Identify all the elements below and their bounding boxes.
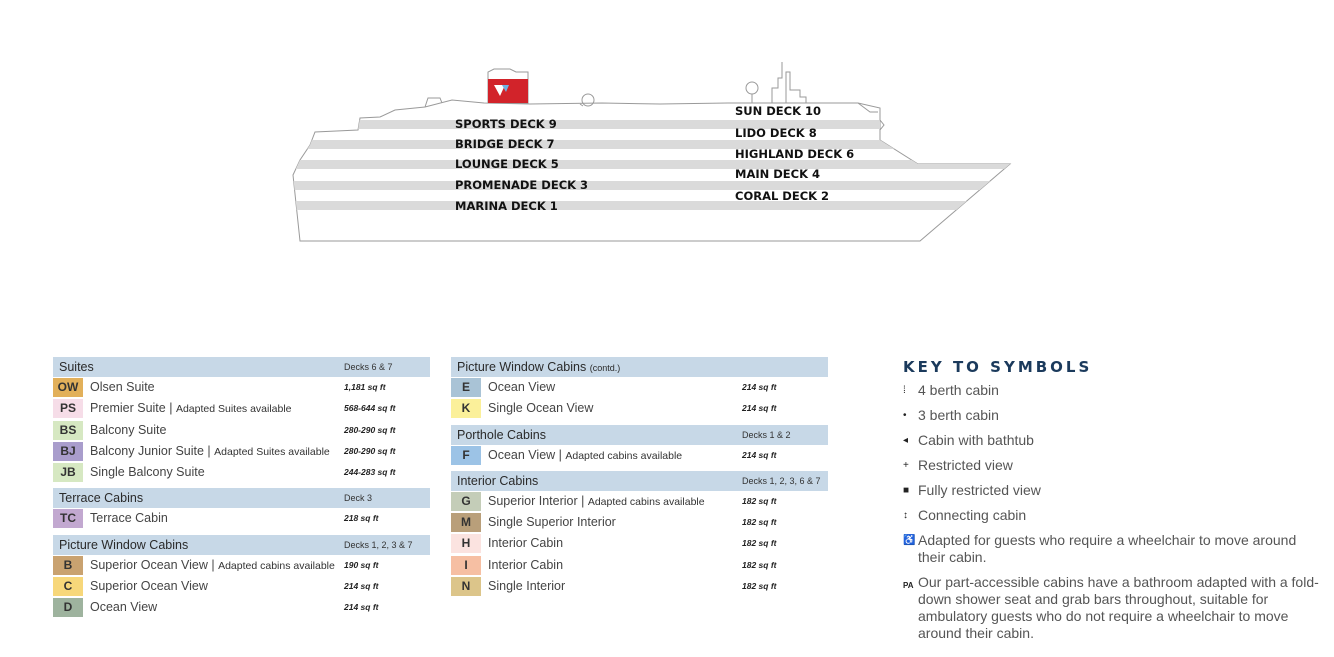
- cabin-type-label: Olsen Suite: [90, 380, 155, 394]
- cabin-type-label: Superior Ocean View: [90, 579, 208, 594]
- cabin-name: [488, 401, 593, 415]
- cabin-code-badge: G: [451, 492, 481, 511]
- three-berth-icon: •: [903, 410, 907, 421]
- key-item: [903, 574, 1323, 642]
- deck-label: PROMENADE DECK 3: [455, 178, 589, 192]
- key-item-text: Fully restricted view: [918, 482, 1041, 498]
- cabin-name: Superior Ocean View | Adapted cabins available: [90, 557, 335, 572]
- cabin-size: 280-290 sq ft: [344, 445, 396, 456]
- cabin-name: [90, 465, 205, 479]
- cabin-type-label: Ocean View: [488, 380, 556, 394]
- key-item-text: Cabin with bathtub: [918, 432, 1034, 448]
- section-decks: Decks 1 & 2: [742, 429, 791, 440]
- ship-profile-diagram: [0, 0, 1334, 260]
- cabin-row: [451, 533, 828, 554]
- cabin-size: 214 sq ft: [742, 449, 777, 460]
- cabin-type-label: Interior Cabin: [488, 557, 564, 572]
- cabin-row: [53, 377, 430, 398]
- cabin-row: [53, 576, 430, 597]
- cabin-row: [53, 420, 430, 441]
- cabin-row: [451, 377, 828, 398]
- fully-restricted-icon: ■: [903, 485, 910, 496]
- key-item: [903, 432, 1323, 449]
- section-title: Porthole Cabins: [457, 427, 546, 442]
- key-item-text: 4 berth cabin: [918, 382, 999, 398]
- cabin-type-label: Single Superior Interior: [488, 515, 616, 530]
- cabin-code-badge: I: [451, 556, 481, 575]
- cabin-code-badge: BJ: [53, 442, 83, 461]
- cabin-name: [90, 423, 166, 437]
- cabin-name: Balcony Junior Suite | Adapted Suites available: [90, 443, 330, 458]
- cabin-table-right: [451, 357, 828, 597]
- cabin-name: [90, 380, 155, 394]
- cabin-row: [53, 398, 430, 419]
- section-title: Terrace Cabins: [59, 491, 144, 506]
- rows-picture-window-contd: [451, 377, 828, 420]
- key-item-text: Adapted for guests who require a wheelchair to move around their cabin.: [918, 532, 1297, 565]
- connecting-cabin-icon: ↕: [903, 510, 908, 521]
- key-title: KEY TO SYMBOLS: [903, 358, 1093, 376]
- cabin-row: [53, 462, 430, 483]
- cabin-code-badge: K: [451, 399, 481, 418]
- section-decks: Decks 1, 2, 3, 6 & 7: [742, 475, 821, 486]
- cabin-table-left: [53, 357, 430, 619]
- cabin-note: Adapted Suites available: [214, 445, 330, 458]
- section-header-suites: [53, 357, 430, 377]
- deck-label: SUN DECK 10: [735, 104, 822, 118]
- cabin-size: 182 sq ft: [742, 538, 777, 549]
- cabin-row: [53, 597, 430, 618]
- cabin-name: [488, 515, 616, 529]
- key-item-text: Connecting cabin: [918, 507, 1027, 523]
- deck-label: MARINA DECK 1: [455, 199, 558, 213]
- section-header-porthole: [451, 425, 828, 445]
- cabin-code-badge: F: [451, 446, 481, 465]
- cabin-type-label: Single Ocean View: [488, 401, 594, 416]
- cabin-row: [451, 512, 828, 533]
- cabin-size: 182 sq ft: [742, 559, 777, 570]
- cabin-row: [451, 555, 828, 576]
- cabin-size: 214 sq ft: [742, 382, 777, 392]
- cabin-name: [488, 536, 563, 550]
- cabin-note: Adapted cabins available: [587, 495, 705, 508]
- cabin-row: [53, 555, 430, 576]
- cabin-code-badge: TC: [53, 509, 83, 528]
- wheelchair-icon: ♿: [903, 535, 916, 546]
- cabin-type-label: Balcony Junior Suite: [90, 443, 204, 458]
- section-decks: Decks 1, 2, 3 & 7: [344, 539, 413, 550]
- key-to-symbols: [903, 358, 1323, 650]
- deck-label: LIDO DECK 8: [735, 126, 817, 140]
- cabin-name: [488, 579, 565, 593]
- rows-porthole: [451, 445, 828, 466]
- cabin-name: [90, 579, 208, 593]
- cabin-type-label: Superior Ocean View: [90, 557, 208, 572]
- cabin-row: [451, 398, 828, 419]
- funnel: [488, 69, 528, 103]
- rows-picture-window: [53, 555, 430, 619]
- cabin-code-badge: D: [53, 598, 83, 617]
- cabin-name: [488, 380, 555, 394]
- key-item: [903, 382, 1323, 399]
- section-header-picture-window-contd: [451, 357, 828, 377]
- cabin-type-label: Superior Interior: [488, 493, 578, 508]
- section-header-terrace: [53, 488, 430, 508]
- restricted-view-icon: +: [903, 460, 909, 471]
- four-berth-icon: ⁞: [903, 385, 906, 396]
- cabin-row: [53, 441, 430, 462]
- cabin-size: 182 sq ft: [742, 581, 777, 592]
- cabin-size: 214 sq ft: [344, 581, 379, 592]
- cabin-type-label: Single Interior: [488, 579, 566, 594]
- cabin-code-badge: BS: [53, 421, 83, 440]
- key-item-text: Our part-accessible cabins have a bathroom adapted with a fold-down shower seat and grab bars throughout, suitable for ambulatory guests who do not require a wheelchair to move around their cabin.: [918, 574, 1319, 641]
- deck-label: CORAL DECK 2: [735, 189, 830, 203]
- cabin-size: 214 sq ft: [344, 602, 379, 613]
- cabin-name: [488, 558, 563, 572]
- cabin-name: Superior Interior | Adapted cabins available: [488, 493, 705, 508]
- cabin-note: Adapted cabins available: [218, 559, 335, 572]
- section-title: Picture Window Cabins: [59, 537, 189, 552]
- cabin-type-label: Single Balcony Suite: [90, 465, 205, 480]
- cabin-name: Premier Suite | Adapted Suites available: [90, 401, 292, 416]
- section-header-picture-window: [53, 535, 430, 555]
- key-item-text: 3 berth cabin: [918, 407, 999, 423]
- cabin-note: Adapted Suites available: [175, 403, 292, 416]
- cabin-size: 568-644 sq ft: [344, 403, 396, 414]
- cabin-code-badge: H: [451, 534, 481, 553]
- part-accessible-icon: PA: [903, 581, 914, 590]
- cabin-code-badge: B: [53, 556, 83, 575]
- cabin-row: [451, 491, 828, 512]
- section-title: Interior Cabins: [457, 473, 539, 488]
- cabin-row: [451, 576, 828, 597]
- section-decks: Deck 3: [344, 493, 373, 504]
- cabin-size: 244-283 sq ft: [344, 467, 396, 478]
- rows-terrace: [53, 508, 430, 529]
- cabin-size: 190 sq ft: [344, 559, 379, 570]
- cabin-size: 182 sq ft: [742, 495, 777, 506]
- cabin-type-label: Terrace Cabin: [90, 511, 168, 526]
- cabin-size: 280-290 sq ft: [344, 424, 396, 435]
- cabin-note: Adapted cabins available: [565, 449, 683, 462]
- deck-label: SPORTS DECK 9: [455, 117, 557, 131]
- key-items: [903, 382, 1323, 642]
- cabin-code-badge: N: [451, 577, 481, 596]
- rows-suites: [53, 377, 430, 483]
- key-item: [903, 407, 1323, 424]
- cabin-type-label: Ocean View: [90, 600, 158, 615]
- section-header-interior: [451, 471, 828, 491]
- deck-label: LOUNGE DECK 5: [455, 157, 559, 171]
- cabin-size: 218 sq ft: [344, 513, 379, 524]
- cabin-size: 182 sq ft: [742, 517, 777, 528]
- section-decks: Decks 6 & 7: [344, 362, 393, 372]
- cabin-type-label: Premier Suite: [90, 401, 166, 416]
- cabin-type-label: Ocean View: [488, 447, 556, 462]
- deck-label: BRIDGE DECK 7: [455, 137, 555, 151]
- cabin-code-badge: C: [53, 577, 83, 596]
- bathtub-icon: ◂: [903, 435, 909, 446]
- cabin-name: Ocean View | Adapted cabins available: [488, 447, 683, 462]
- key-item-text: Restricted view: [918, 457, 1013, 473]
- cabin-code-badge: E: [451, 378, 481, 397]
- cabin-name: [90, 600, 157, 614]
- deck-label: MAIN DECK 4: [735, 167, 821, 181]
- key-item: [903, 482, 1323, 499]
- cabin-code-badge: OW: [53, 378, 83, 397]
- key-item: [903, 457, 1323, 474]
- cabin-size: 1,181 sq ft: [344, 382, 386, 392]
- cabin-size: 214 sq ft: [742, 403, 777, 414]
- cabin-type-label: Balcony Suite: [90, 422, 167, 437]
- cabin-row: [451, 445, 828, 466]
- cabin-code-badge: JB: [53, 463, 83, 482]
- key-item: [903, 532, 1323, 566]
- section-title: Suites: [59, 360, 94, 374]
- section-title: Picture Window Cabins (contd.): [457, 360, 621, 374]
- cabin-type-label: Interior Cabin: [488, 536, 564, 551]
- cabin-code-badge: M: [451, 513, 481, 532]
- key-item: [903, 507, 1323, 524]
- cabin-name: [90, 511, 168, 525]
- cabin-row: [53, 508, 430, 529]
- rows-interior: [451, 491, 828, 597]
- cabin-code-badge: PS: [53, 399, 83, 418]
- deck-label: HIGHLAND DECK 6: [735, 147, 855, 161]
